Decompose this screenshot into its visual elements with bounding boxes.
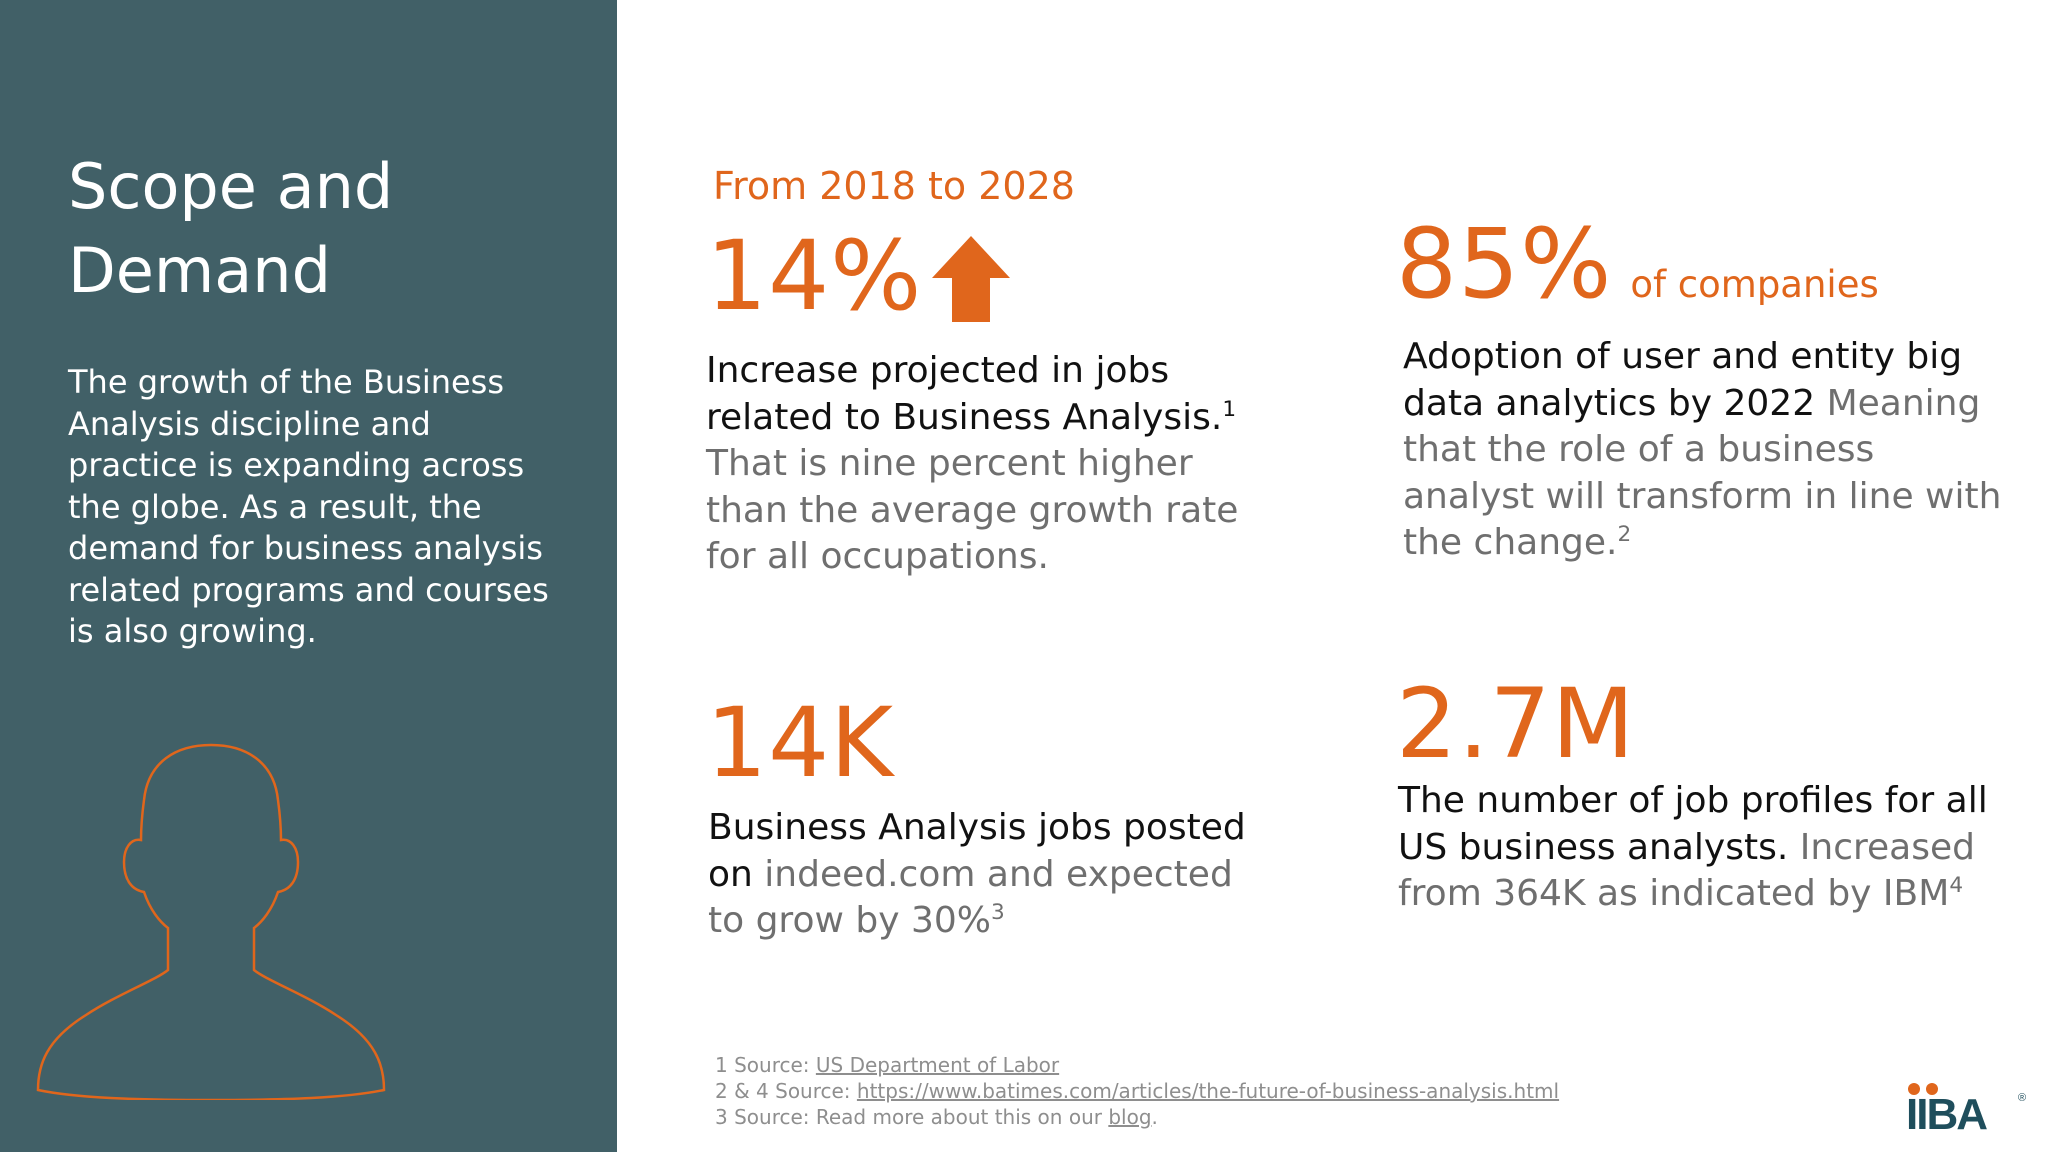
stat1-headline: Increase projected in jobs related to Business Analysis. [706, 350, 1223, 438]
page-title: Scope and Demand [68, 150, 394, 307]
stat2-block [1396, 208, 1879, 320]
footnotes [715, 1052, 1915, 1130]
logo-registered-mark: ® [2018, 1092, 2027, 1104]
stat1-block [706, 220, 1010, 332]
footnote-3-link[interactable]: blog [1108, 1105, 1152, 1129]
stat2-value: 85% [1396, 208, 1613, 320]
footnote-1 [715, 1052, 1915, 1078]
logo-text: IIBA [1906, 1090, 1986, 1131]
footnote-2 [715, 1078, 1915, 1104]
stat2-headline: Adoption of user and entity big data analytics by 2022 [1403, 336, 1963, 424]
footnote-1-prefix: 1 Source: [715, 1053, 810, 1077]
stat4-value: 2.7M [1396, 668, 1636, 780]
footnote-ref-3: 3 [990, 900, 1005, 926]
footnote-2-prefix: 2 & 4 Source: [715, 1079, 851, 1103]
footnote-3 [715, 1104, 1915, 1130]
iiba-logo [1906, 1083, 2030, 1131]
footnote-3-suffix: . [1151, 1105, 1158, 1129]
sidebar-description: The growth of the Business Analysis discipline and practice is expanding across the globe. As a result, the demand for business analysis related programs and courses is also growing. [68, 363, 549, 650]
footnote-ref-4: 4 [1949, 873, 1964, 899]
stat3-description [708, 805, 1268, 945]
stat1-value: 14% [706, 220, 923, 332]
person-icon [36, 740, 386, 1100]
stat4-description [1398, 778, 1998, 918]
stat3-detail: indeed.com and expected to grow by 30% [708, 853, 1233, 941]
stat4-headline: The number of job profiles for all US business analysts. [1398, 780, 1988, 868]
footnote-3-prefix: 3 Source: Read more about this on our [715, 1105, 1102, 1129]
stat2-detail: Meaning that the role of a business analyst will transform in line with the change. [1403, 382, 2002, 563]
sidebar-panel [0, 0, 617, 1152]
stat1-detail: That is nine percent higher than the average growth rate for all occupations. [706, 443, 1239, 577]
stat1-period: From 2018 to 2028 [713, 164, 1075, 208]
stat2-suffix: of companies [1630, 263, 1879, 306]
footnote-1-link[interactable]: US Department of Labor [815, 1053, 1060, 1077]
stat3-headline: Business Analysis jobs posted on [708, 807, 1246, 895]
stat2-description [1403, 334, 2003, 567]
stat4-detail: Increased from 364K as indicated by IBM [1398, 826, 1975, 914]
arrow-up-icon [932, 236, 1010, 322]
footnote-ref-1: 1 [1222, 396, 1237, 422]
stat3-value: 14K [706, 687, 895, 799]
footnote-2-link[interactable]: https://www.batimes.com/articles/the-future-of-business-analysis.html [856, 1079, 1560, 1103]
footnote-ref-2: 2 [1617, 522, 1632, 548]
stat1-description [706, 348, 1266, 581]
